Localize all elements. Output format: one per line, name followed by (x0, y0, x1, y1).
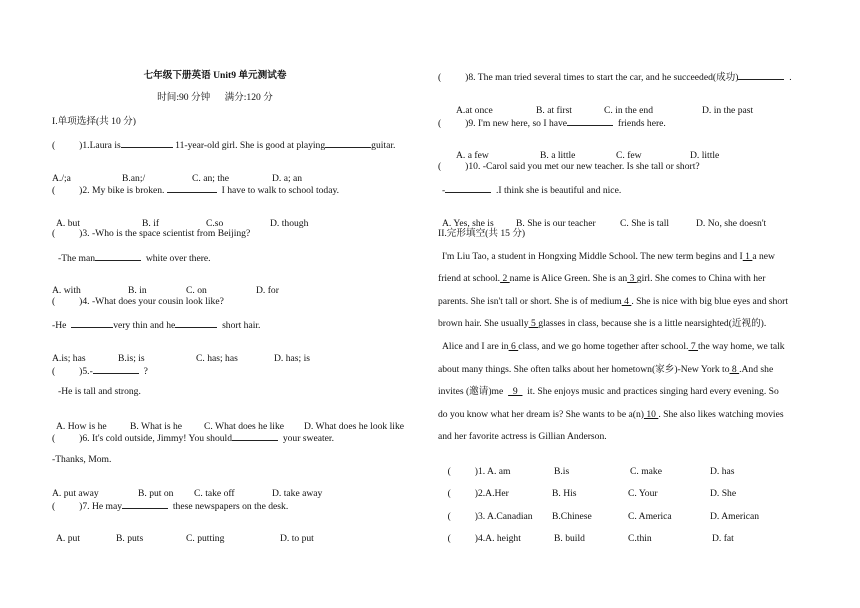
question-6: ( )6. It's cold outside, Jimmy! You should your sweater. (52, 433, 334, 444)
question-6-options: A. put away B. put on C. take off D. take away (52, 488, 323, 499)
question-8-options: A.at once B. at first C. in the end D. in the past (456, 105, 754, 116)
cloze-question-4: ( )4.A. height B. build C.thin D. fat (447, 533, 734, 544)
section2-heading: II.完形填空(共 15 分) (438, 228, 526, 239)
cloze-question-3: ( )3. A.Canadian B.Chinese C. America D. American (447, 511, 760, 522)
right-column (430, 0, 860, 608)
question-1: ( )1.Laura is 11-year-old girl. She is good at playing guitar. (52, 140, 396, 151)
question-5-options: A. How is he B. What is he C. What does he like D. What does he look like (56, 421, 405, 432)
question-1-options: A./;a B.an;/ C. an; the D. a; an (52, 173, 303, 184)
passage-line: parents. She isn't tall or short. She is of medium 4 . She is nice with big blue eyes and short (438, 296, 788, 307)
question-5: ( )5.- ? (52, 366, 148, 377)
passage-line: brown hair. She usually 5 glasses in class, because she is a little nearsighted(近视的). (438, 318, 767, 329)
question-2-options: A. but B. if C.so D. though (56, 218, 309, 229)
question-6-line2: -Thanks, Mom. (52, 454, 112, 465)
question-3-line2: -The man white over there. (58, 253, 211, 264)
question-9-options: A. a few B. a little C. few D. little (456, 150, 720, 161)
question-5-line2: -He is tall and strong. (58, 386, 141, 397)
question-2: ( )2. My bike is broken. I have to walk to school today. (52, 185, 340, 196)
cloze-question-2: ( )2.A.Her B. His C. Your D. She (447, 488, 737, 499)
question-10-options: A. Yes, she is B. She is our teacher C. She is tall D. No, she doesn't (442, 218, 767, 229)
passage-line: Alice and I are in 6 class, and we go home together after school. 7 the way home, we talk (442, 341, 785, 352)
question-7-options: A. put B. puts C. putting D. to put (56, 533, 314, 544)
passage-line: do you know what her dream is? She wants to be a(n) 10 . She also likes watching movies (438, 409, 784, 420)
section1-heading: I.单项选择(共 10 分) (52, 116, 136, 127)
passage-line: and her favorite actress is Gillian Anderson. (438, 431, 607, 442)
passage-line: friend at school. 2 name is Alice Green. She is an 3 girl. She comes to China with her (438, 273, 766, 284)
cloze-question-1: ( )1. A. am B.is C. make D. has (447, 466, 735, 477)
passage-line: about many things. She often talks about her hometown(家乡)-New York to 8 .And she (438, 364, 774, 375)
passage-line: invites (邀请)me 9 it. She enjoys music and practices singing hard every evening. So (438, 386, 779, 397)
question-8: ( )8. The man tried several times to start the car, and he succeeded(成功) . (438, 72, 792, 83)
question-4-options: A.is; has B.is; is C. has; has D. has; is (52, 353, 310, 364)
question-4: ( )4. -What does your cousin look like? (52, 296, 224, 307)
page-title: 七年级下册英语 Unit9 单元测试卷 (143, 70, 287, 81)
passage-line: I'm Liu Tao, a student in Hongxing Middle School. The new term begins and I 1 a new (442, 251, 775, 262)
question-9: ( )9. I'm new here, so I have friends here. (438, 118, 666, 129)
question-10-line2: - .I think she is beautiful and nice. (442, 185, 622, 196)
question-10: ( )10. -Carol said you met our new teacher. Is she tall or short? (438, 161, 700, 172)
exam-info: 时间:90 分钟 满分:120 分 (157, 92, 273, 103)
question-4-line2: -He very thin and he short hair. (52, 320, 261, 331)
question-7: ( )7. He may these newspapers on the desk. (52, 501, 289, 512)
question-3: ( )3. -Who is the space scientist from Beijing? (52, 228, 251, 239)
question-3-options: A. with B. in C. on D. for (52, 285, 279, 296)
